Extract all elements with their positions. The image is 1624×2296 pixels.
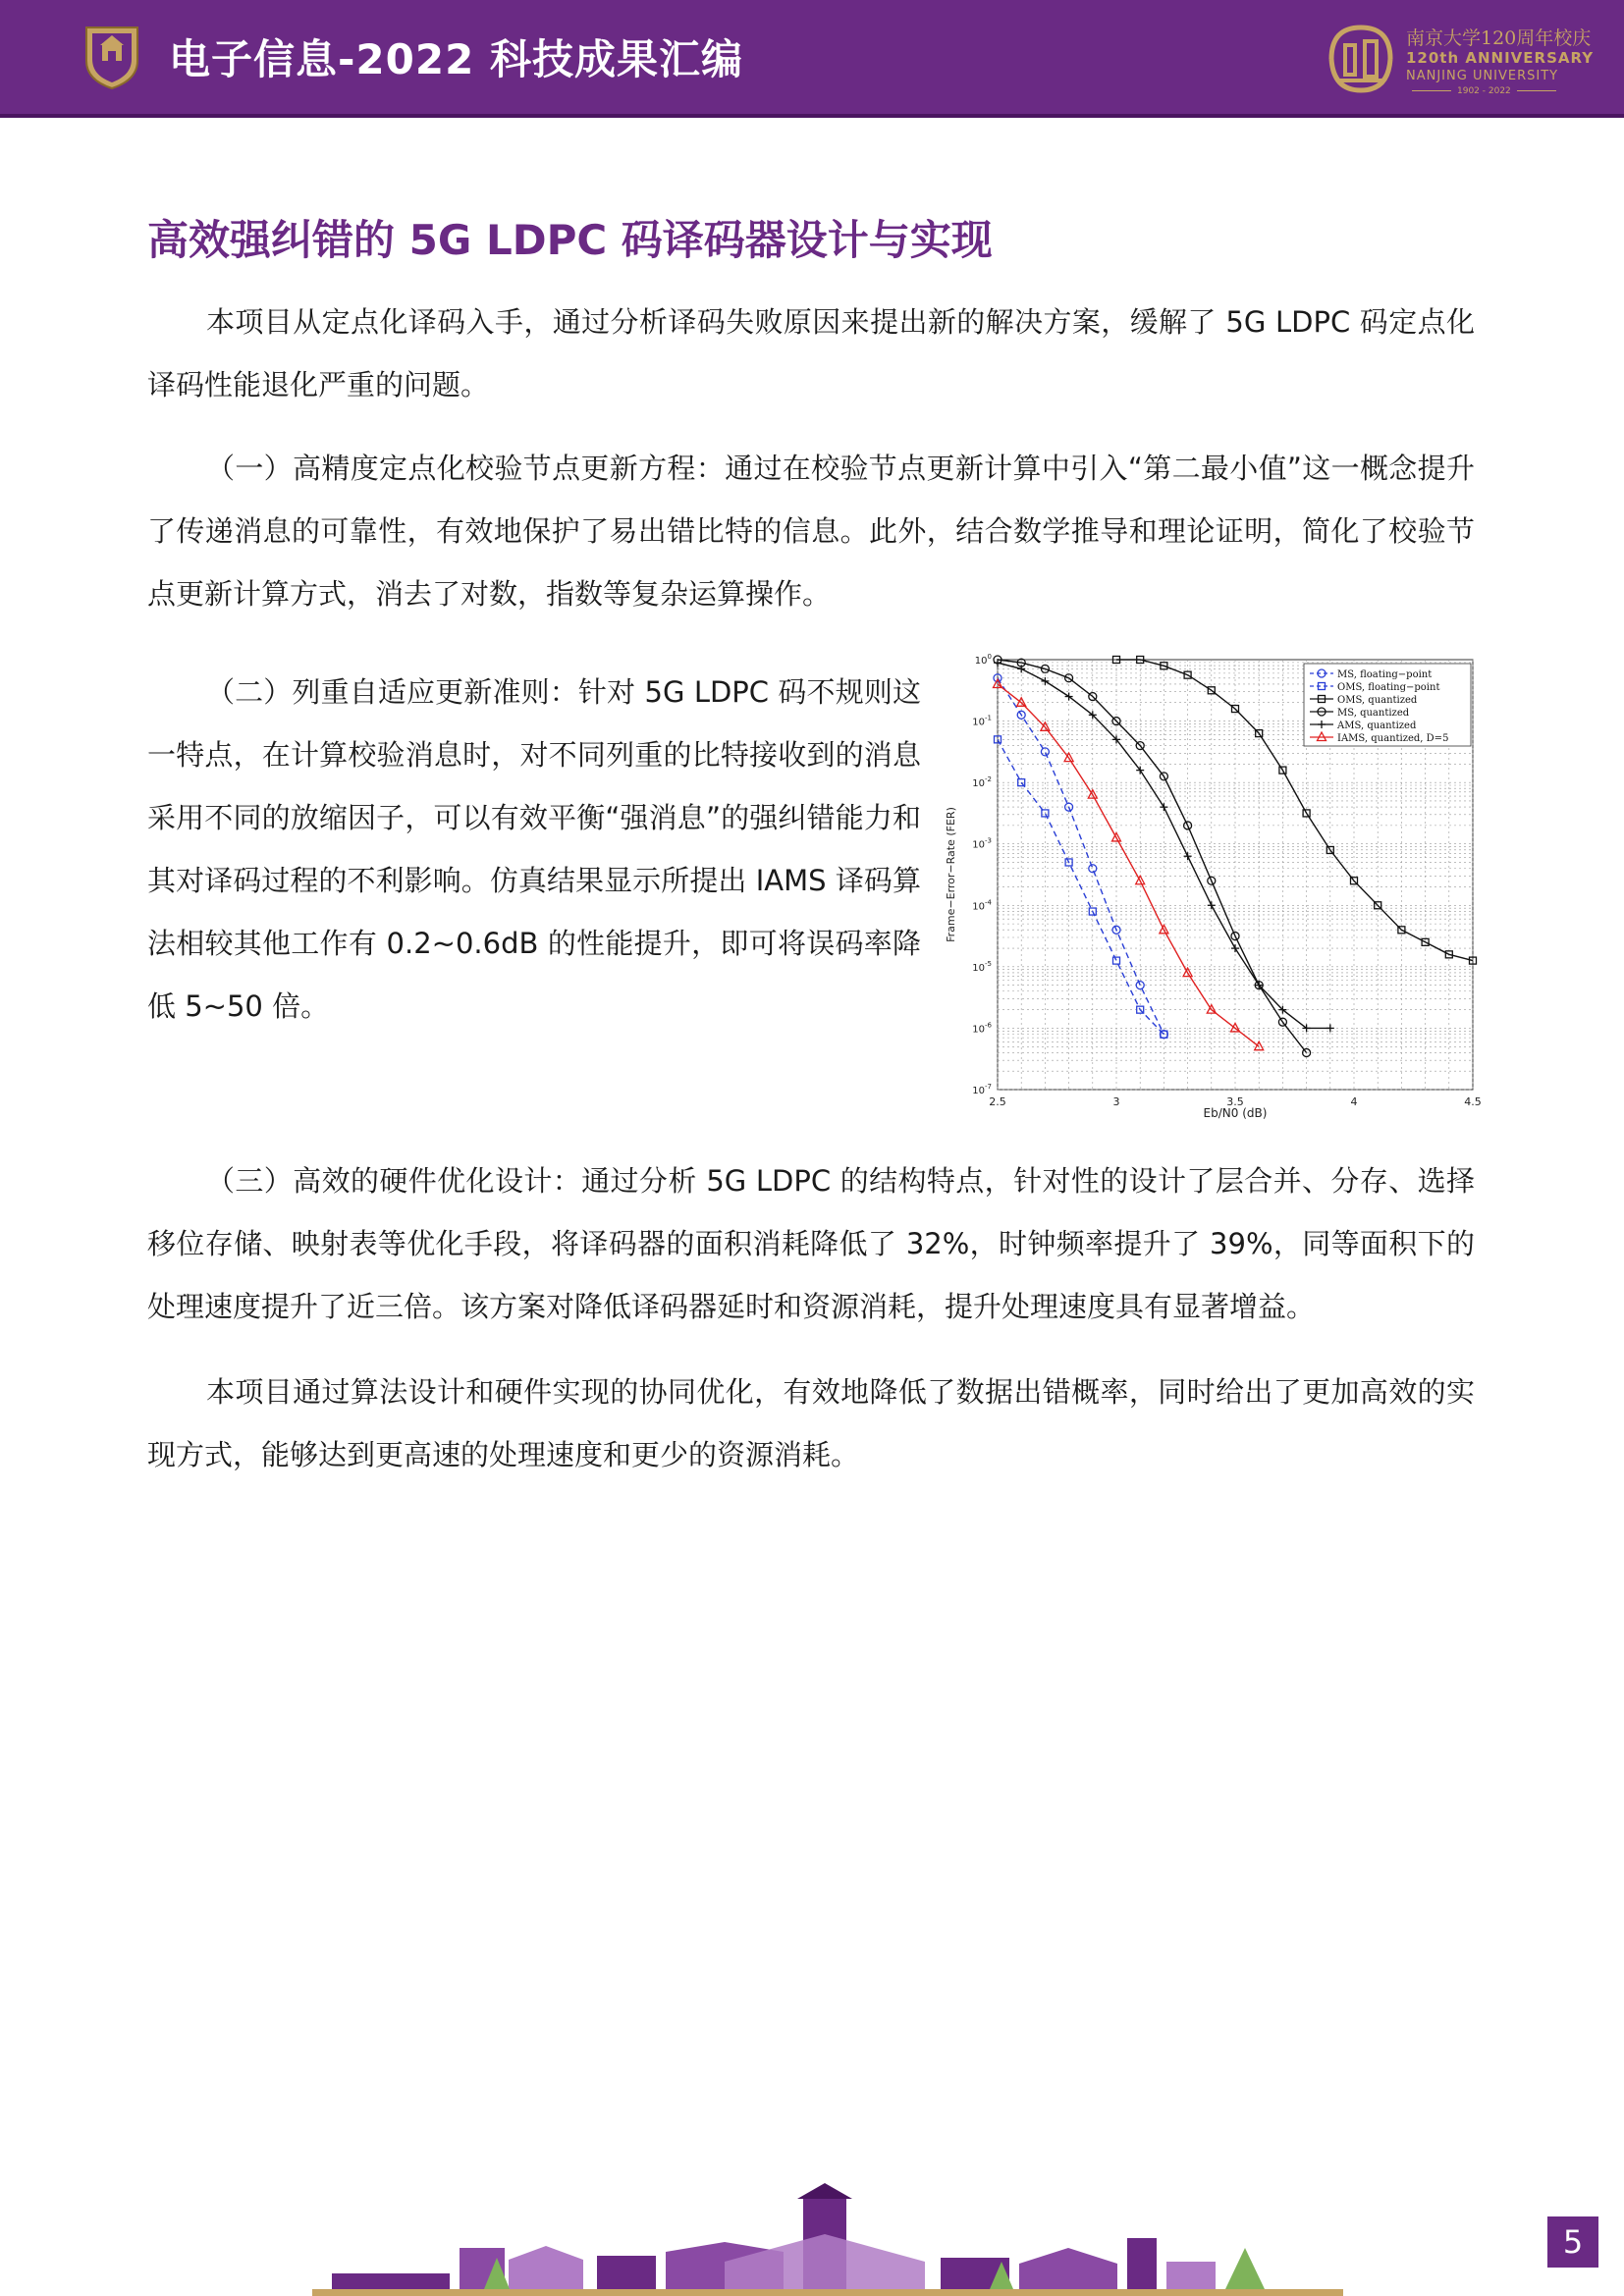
anniversary-cn-text: 南京大学120周年校庆 [1406, 27, 1592, 49]
legend-entry: MS, floating−point [1337, 669, 1433, 680]
legend-entry: MS, quantized [1337, 708, 1410, 719]
paragraph-item-1: （一）高精度定点化校验节点更新方程：通过在校验节点更新计算中引入“第二最小值”这一概念提升了传递消息的可靠性，有效地保护了易出错比特的信息。此外，结合数学推导和理论证明，简化了校验节点更新计算方式，消去了对数，指数等复杂运算操作。 [147, 452, 1475, 611]
y-tick-label: $10^{-3}$ [972, 836, 992, 851]
anniversary-logo [1324, 20, 1595, 98]
y-tick-label: $10^{-7}$ [972, 1083, 992, 1096]
legend-entry: OMS, floating−point [1337, 682, 1440, 693]
x-axis-label: Eb/N0 (dB) [1203, 1106, 1268, 1120]
y-axis-label: Frame−Error−Rate (FER) [945, 807, 957, 942]
anniversary-years: 1902 - 2022 [1406, 86, 1553, 96]
y-tick-label: $10^{-4}$ [972, 898, 992, 913]
y-tick-label: $10^0$ [974, 653, 992, 667]
paragraph-conclusion: 本项目通过算法设计和硬件实现的协同优化，有效地降低了数据出错概率，同时给出了更加高效的实现方式，能够达到更高速的处理速度和更少的资源消耗。 [147, 1375, 1475, 1471]
y-tick-label: $10^{-2}$ [972, 775, 992, 790]
campus-skyline-illustration [312, 2179, 1343, 2296]
fer-chart-svg [943, 648, 1488, 1129]
anniversary-emblem-icon [1324, 20, 1398, 98]
y-tick-label: $10^{-6}$ [972, 1021, 992, 1036]
y-tick-label: $10^{-5}$ [972, 959, 992, 974]
x-tick-label: 3.5 [1226, 1095, 1244, 1108]
header-title: 电子信息-2022 科技成果汇编 [169, 35, 743, 83]
paragraph-item-2: （二）列重自适应更新准则：针对 5G LDPC 码不规则这一特点，在计算校验消息时，对不同列重的比特接收到的消息采用不同的放缩因子，可以有效平衡“强消息”的强纠错能力和其对译码过程的不利影响。仿真结果显示所提出 IAMS 译码算法相较其他工作有 0.2~0.6dB 的性能提升，即可将误码率降低 5~50 倍。 [147, 675, 921, 1023]
x-tick-label: 3 [1112, 1095, 1120, 1108]
header-bar [0, 0, 1624, 114]
paragraph-item-3: （三）高效的硬件优化设计：通过分析 5G LDPC 的结构特点，针对性的设计了层合并、分存、选择移位存储、映射表等优化手段，将译码器的面积消耗降低了 32%，时钟频率提升了 39%，同等面积下的处理速度提升了近三倍。该方案对降低译码器延时和资源消耗，提升处理速度具有显著增益。 [147, 1164, 1475, 1323]
x-tick-label: 2.5 [989, 1095, 1006, 1108]
paragraph-intro: 本项目从定点化译码入手，通过分析译码失败原因来提出新的解决方案，缓解了 5G LDPC 码定点化译码性能退化严重的问题。 [147, 305, 1475, 401]
legend-entry: AMS, quantized [1337, 721, 1417, 731]
fer-chart [943, 648, 1488, 1129]
anniversary-en-text: 120th ANNIVERSARY [1406, 49, 1595, 67]
legend-entry: IAMS, quantized, D=5 [1337, 733, 1449, 744]
x-tick-label: 4 [1350, 1095, 1358, 1108]
header-divider [0, 114, 1624, 118]
y-tick-label: $10^{-1}$ [972, 714, 992, 728]
page-number: 5 [1547, 2216, 1598, 2268]
article-title: 高效强纠错的 5G LDPC 码译码器设计与实现 [147, 216, 993, 264]
university-crest-icon [82, 24, 141, 90]
x-tick-label: 4.5 [1464, 1095, 1482, 1108]
legend-entry: OMS, quantized [1337, 695, 1418, 706]
university-en-text: NANJING UNIVERSITY [1406, 69, 1559, 83]
legend-layer [1304, 664, 1471, 746]
